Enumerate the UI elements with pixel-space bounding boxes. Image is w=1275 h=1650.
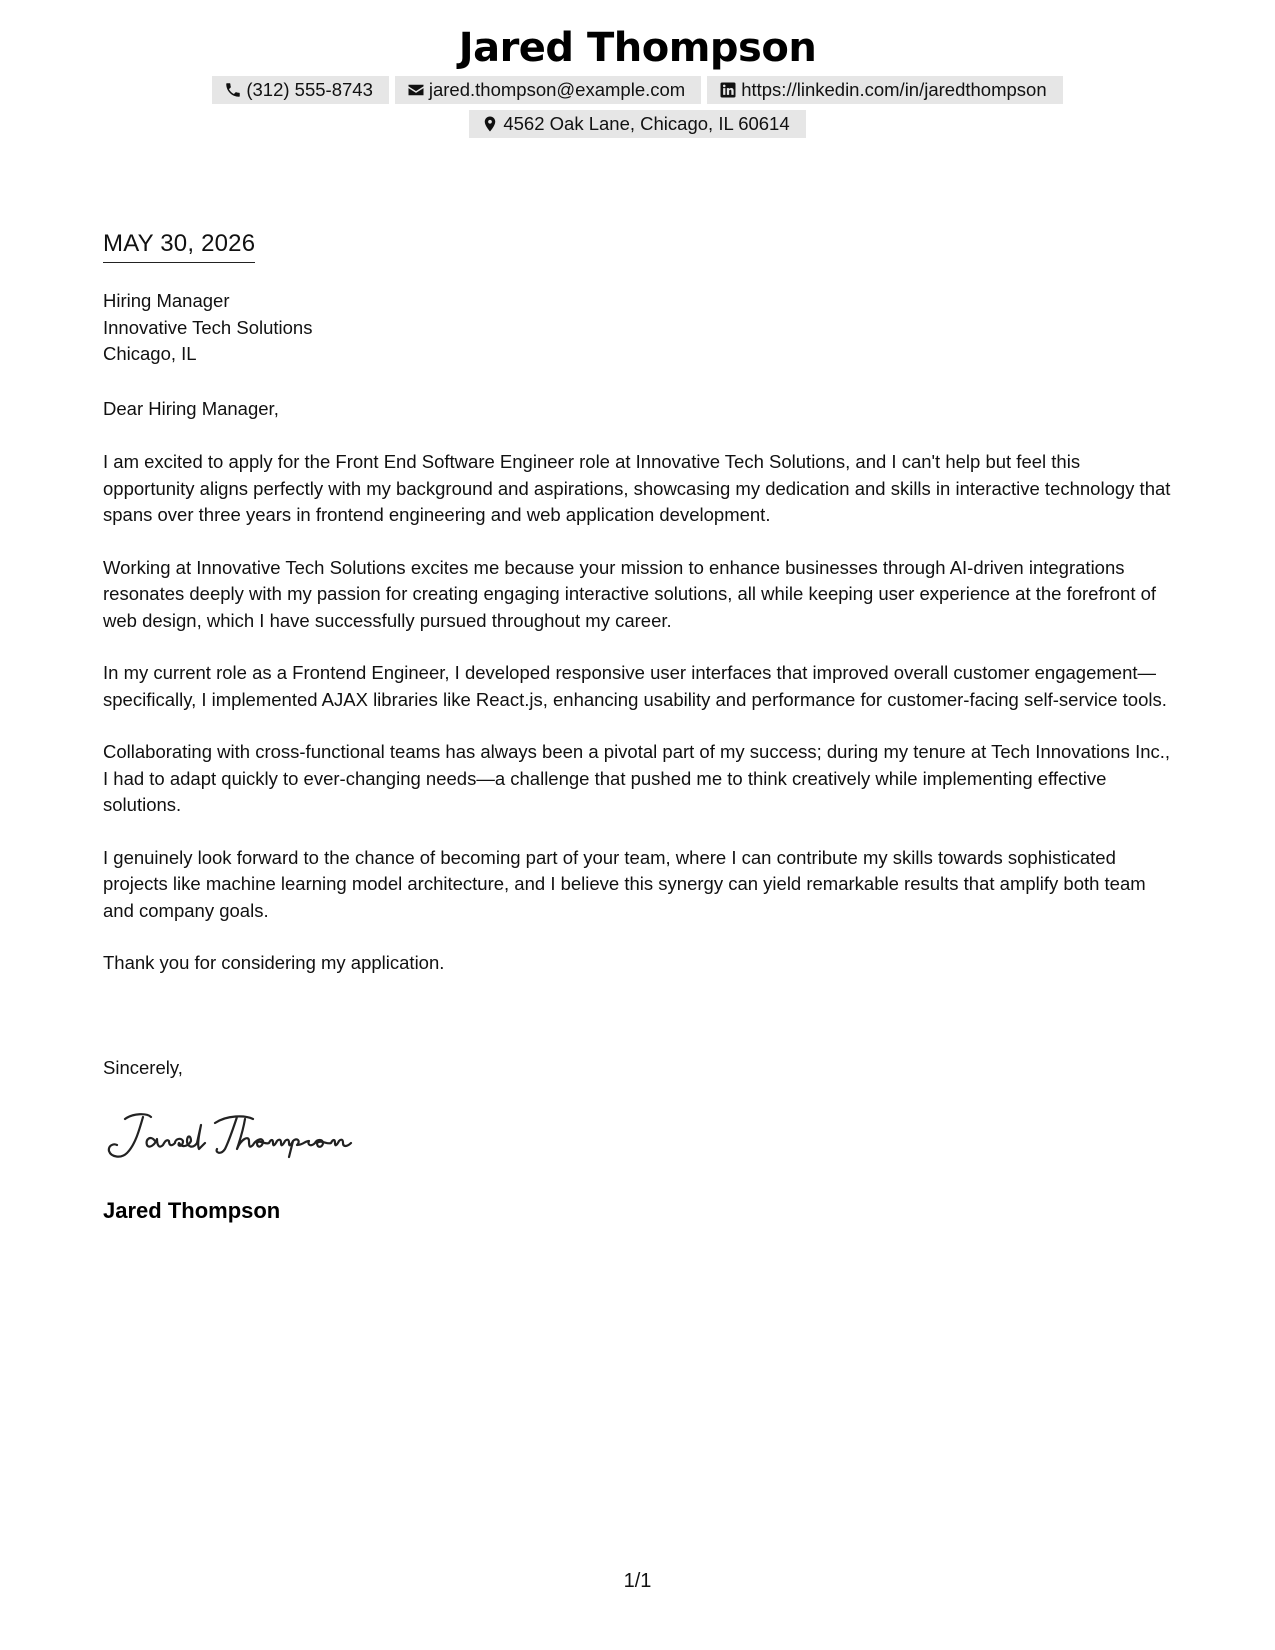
salutation: Dear Hiring Manager, bbox=[103, 398, 279, 419]
email-chip bbox=[395, 76, 701, 104]
phone-chip bbox=[212, 76, 389, 104]
address-chip bbox=[469, 110, 805, 138]
recipient-title: Hiring Manager bbox=[103, 290, 230, 311]
body-paragraph: In my current role as a Frontend Engineer, I developed responsive user interfaces that improved overall customer engagement—specifically, I implemented AJAX libraries like React.js, enhancing usability and performance for customer-facing self-service tools. bbox=[103, 662, 1167, 710]
sender-name: Jared Thompson bbox=[458, 25, 817, 71]
contact-row-address bbox=[0, 110, 1275, 138]
body-paragraph: Collaborating with cross-functional teams has always been a pivotal part of my success; during my tenure at Tech Innovations Inc., I had to adapt quickly to ever-changing needs—a challenge that pushed me to think creatively while implementing effective solutions. bbox=[103, 741, 1171, 815]
body-paragraph: I genuinely look forward to the chance of becoming part of your team, where I can contribute my skills towards sophisticated projects like machine learning model architecture, and I believe this synergy can yield remarkable results that amplify both team and company goals. bbox=[103, 846, 1146, 921]
recipient-block bbox=[103, 288, 312, 368]
contact-row bbox=[0, 76, 1275, 104]
body-paragraph: I am excited to apply for the Front End Software Engineer role at Innovative Tech Solutions, and I can't help but feel this opportunity aligns perfectly with my background and aspirations, showcasing my dedication and skills in interactive technology that spans over three years in frontend engineering and web application development. bbox=[103, 451, 1171, 525]
recipient-location: Chicago, IL bbox=[103, 343, 197, 364]
body-paragraph: Thank you for considering my application. bbox=[103, 952, 445, 973]
handwritten-signature bbox=[103, 1105, 363, 1165]
address-text: 4562 Oak Lane, Chicago, IL 60614 bbox=[503, 113, 790, 134]
envelope-icon bbox=[407, 81, 425, 99]
phone-text: (312) 555-8743 bbox=[246, 79, 373, 100]
phone-icon bbox=[224, 81, 242, 99]
letter-body bbox=[103, 449, 1175, 1003]
map-marker-icon bbox=[481, 115, 499, 133]
closing: Sincerely, bbox=[103, 1057, 183, 1078]
letter-header bbox=[0, 22, 1275, 138]
email-text: jared.thompson@example.com bbox=[428, 79, 686, 100]
linkedin-text: https://linkedin.com/in/jaredthompson bbox=[741, 79, 1047, 100]
signer-name: Jared Thompson bbox=[103, 1198, 281, 1223]
page-number: 1/1 bbox=[623, 1570, 652, 1592]
body-paragraph: Working at Innovative Tech Solutions excites me because your mission to enhance businesses through AI-driven integrations resonates deeply with my passion for creating engaging interactive solutions, all while keeping user experience at the forefront of web design, which I have successfully pursued throughout my career. bbox=[103, 556, 1157, 631]
linkedin-icon bbox=[719, 81, 737, 99]
linkedin-chip bbox=[707, 76, 1062, 104]
letter-date: MAY 30, 2026 bbox=[103, 228, 255, 263]
recipient-company: Innovative Tech Solutions bbox=[103, 316, 313, 338]
